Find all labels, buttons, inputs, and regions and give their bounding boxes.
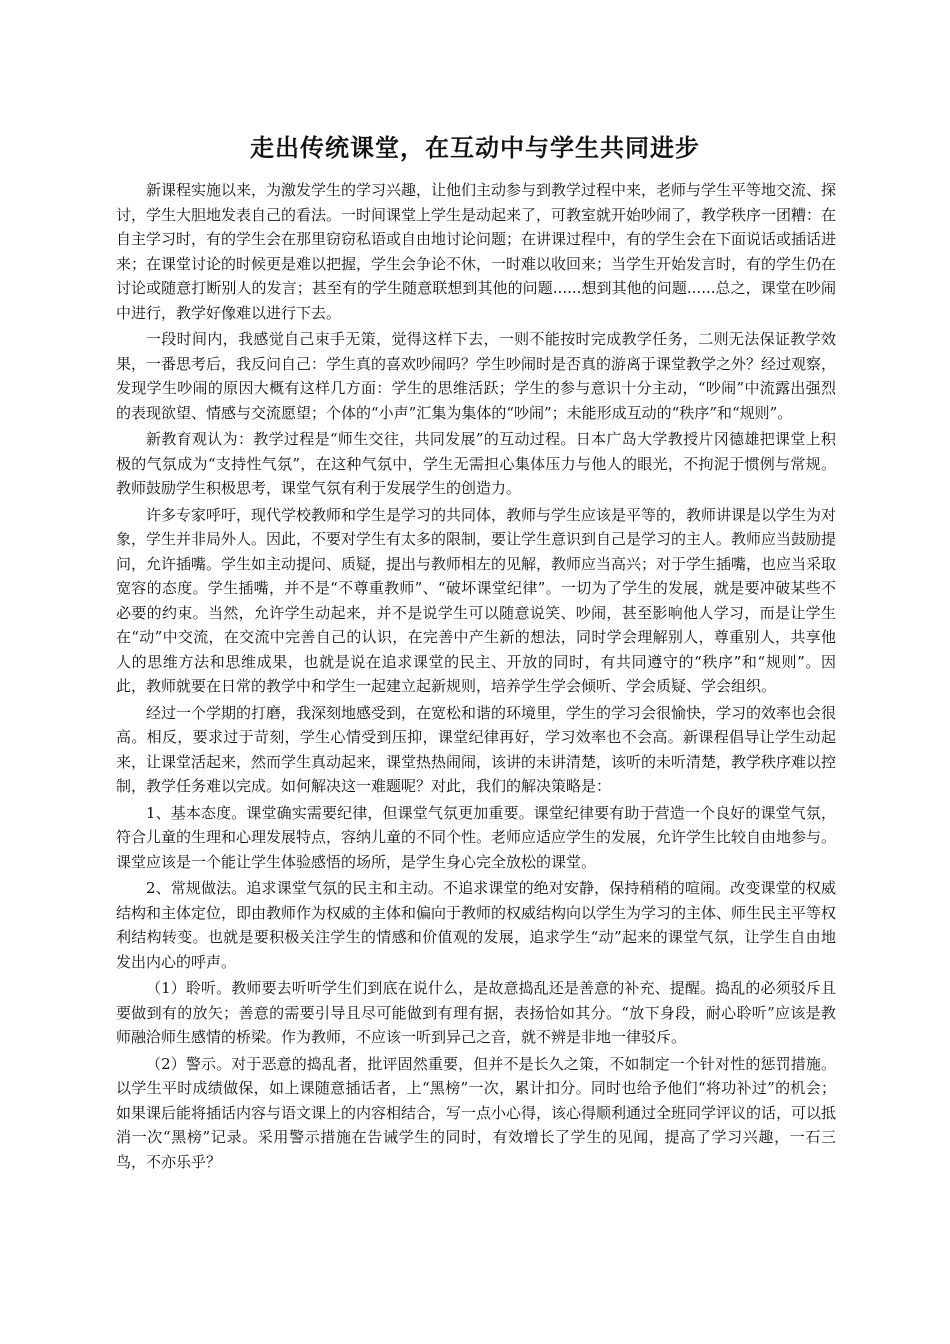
- paragraph-reflection: 一段时间内，我感觉自己束手无策，觉得这样下去，一则不能按时完成教学任务，二则无法保证教学效果，一番思考后，我反问自己：学生真的喜欢吵闹吗？学生吵闹时是否真的游离于课堂教学之外？经过观察，发现学生吵闹的原因大概有这样几方面：学生的思维活跃；学生的参与意识十分主动，“吵闹”中流露出强烈的表现欲望、情感与交流愿望；个体的“小声”汇集为集体的“吵闹”；未能形成互动的“秩序”和“规则”。: [116, 330, 837, 422]
- paragraph-warning: （2）警示。对于恶意的捣乱者，批评固然重要，但并不是长久之策，不如制定一个针对性的惩罚措施。以学生平时成绩做保，如上课随意插话者，上“黑榜”一次，累计扣分。同时也给予他们“将功补过”的机会；如果课后能将插话内容与语文课上的内容相结合，写一点小心得，该心得顺利通过全班同学评议的话，可以抵消一次“黑榜”记录。采用警示措施在告诫学生的同时，有效增长了学生的见闻，提高了学习兴趣，一石三鸟，不亦乐乎？: [116, 1054, 837, 1171]
- paragraph-listening: （1）聆听。教师要去听听学生们到底在说什么，是故意捣乱还是善意的补充、提醒。捣乱的必须驳斥且要做到有的放矢；善意的需要引导且尽可能做到有理有据，表扬恰如其分。“放下身段，耐心聆听”应该是教师融洽师生感情的桥梁。作为教师，不应该一听到异己之音，就不辨是非地一律驳斥。: [116, 979, 836, 1046]
- paragraph-new-education-view: 新教育观认为：教学过程是“师生交往，共同发展”的互动过程。日本广岛大学教授片冈德雄把课堂上积极的气氛成为“支持性气氛”，在这种气氛中，学生无需担心集体压力与他人的眼光，不拘泥于惯例与常规。教师鼓励学生积极思考，课堂气氛有利于发展学生的创造力。: [116, 430, 836, 497]
- document-title: 走出传统课堂，在互动中与学生共同进步: [250, 134, 700, 162]
- document-body: [116, 178, 836, 1176]
- paragraph-intro: 新课程实施以来，为激发学生的学习兴趣，让他们主动参与到教学过程中来，老师与学生平等地交流、探讨，学生大胆地发表自己的看法。一时间课堂上学生是动起来了，可教室就开始吵闹了，教学秩序一团糟：在自主学习时，有的学生会在那里窃窃私语或自由地讨论问题；在讲课过程中，有的学生会在下面说话或插话进来；在课堂讨论的时候更是难以把握，学生会争论不休，一时难以收回来；当学生开始发言时，有的学生仍在讨论或随意打断别人的发言；甚至有的学生随意联想到其他的问题......想到其他的问题......总之，课堂在吵闹中进行，教学好像难以进行下去。: [116, 181, 837, 322]
- paragraph-experts: 许多专家呼吁，现代学校教师和学生是学习的共同体，教师与学生应该是平等的，教师讲课是以学生为对象，学生并非局外人。因此，不要对学生有太多的限制，要让学生意识到自己是学习的主人。教师应当鼓励提问，允许插嘴。学生如主动提问、质疑，提出与教师相左的见解，教师应当高兴；对于学生插嘴，也应当采取宽容的态度。学生插嘴，并不是“不尊重教师”、“破坏课堂纪律”。一切为了学生的发展，就是要冲破某些不必要的约束。当然，允许学生动起来，并不是说学生可以随意说笑、吵闹，甚至影响他人学习，而是让学生在“动”中交流，在交流中完善自己的认识，在完善中产生新的想法，同时学会理解别人，尊重别人，共享他人的思维方法和思维成果，也就是说在追求课堂的民主、开放的同时，有共同遵守的“秩序”和“规则”。因此，教师就要在日常的教学中和学生一起建立起新规则，培养学生学会倾听、学会质疑、学会组织。: [116, 505, 837, 695]
- paragraph-semester-experience: 经过一个学期的打磨，我深刻地感受到，在宽松和谐的环境里，学生的学习会很愉快，学习的效率也会很高。相反，要求过于苛刻，学生心情受到压抑，课堂纪律再好，学习效率也不会高。新课程倡导让学生动起来，让课堂活起来，然而学生真动起来，课堂热热闹闹，该讲的未讲清楚，该听的未听清楚，教学秩序难以控制，教学任务难以完成。如何解决这一难题呢？对此，我们的解决策略是：: [116, 703, 837, 795]
- paragraph-basic-attitude: 1、基本态度。课堂确实需要纪律，但课堂气氛更加重要。课堂纪律要有助于营造一个良好的课堂气氛，符合儿童的生理和心理发展特点，容纳儿童的不同个性。老师应适应学生的发展，允许学生比较自由地参与。课堂应该是一个能让学生体验感悟的场所，是学生身心完全放松的课堂。: [116, 803, 837, 871]
- paragraph-routine-practice: 2、常规做法。追求课堂气氛的民主和主动。不追求课堂的绝对安静，保持稍稍的喧闹。改变课堂的权威结构和主体定位，即由教师作为权威的主体和偏向于教师的权威结构向以学生为学习的主体、师生民主平等权利结构转变。也就是要积极关注学生的情感和价值观的发展，追求学生“动”起来的课堂气氛，让学生自由地发出内心的呼声。: [116, 879, 837, 971]
